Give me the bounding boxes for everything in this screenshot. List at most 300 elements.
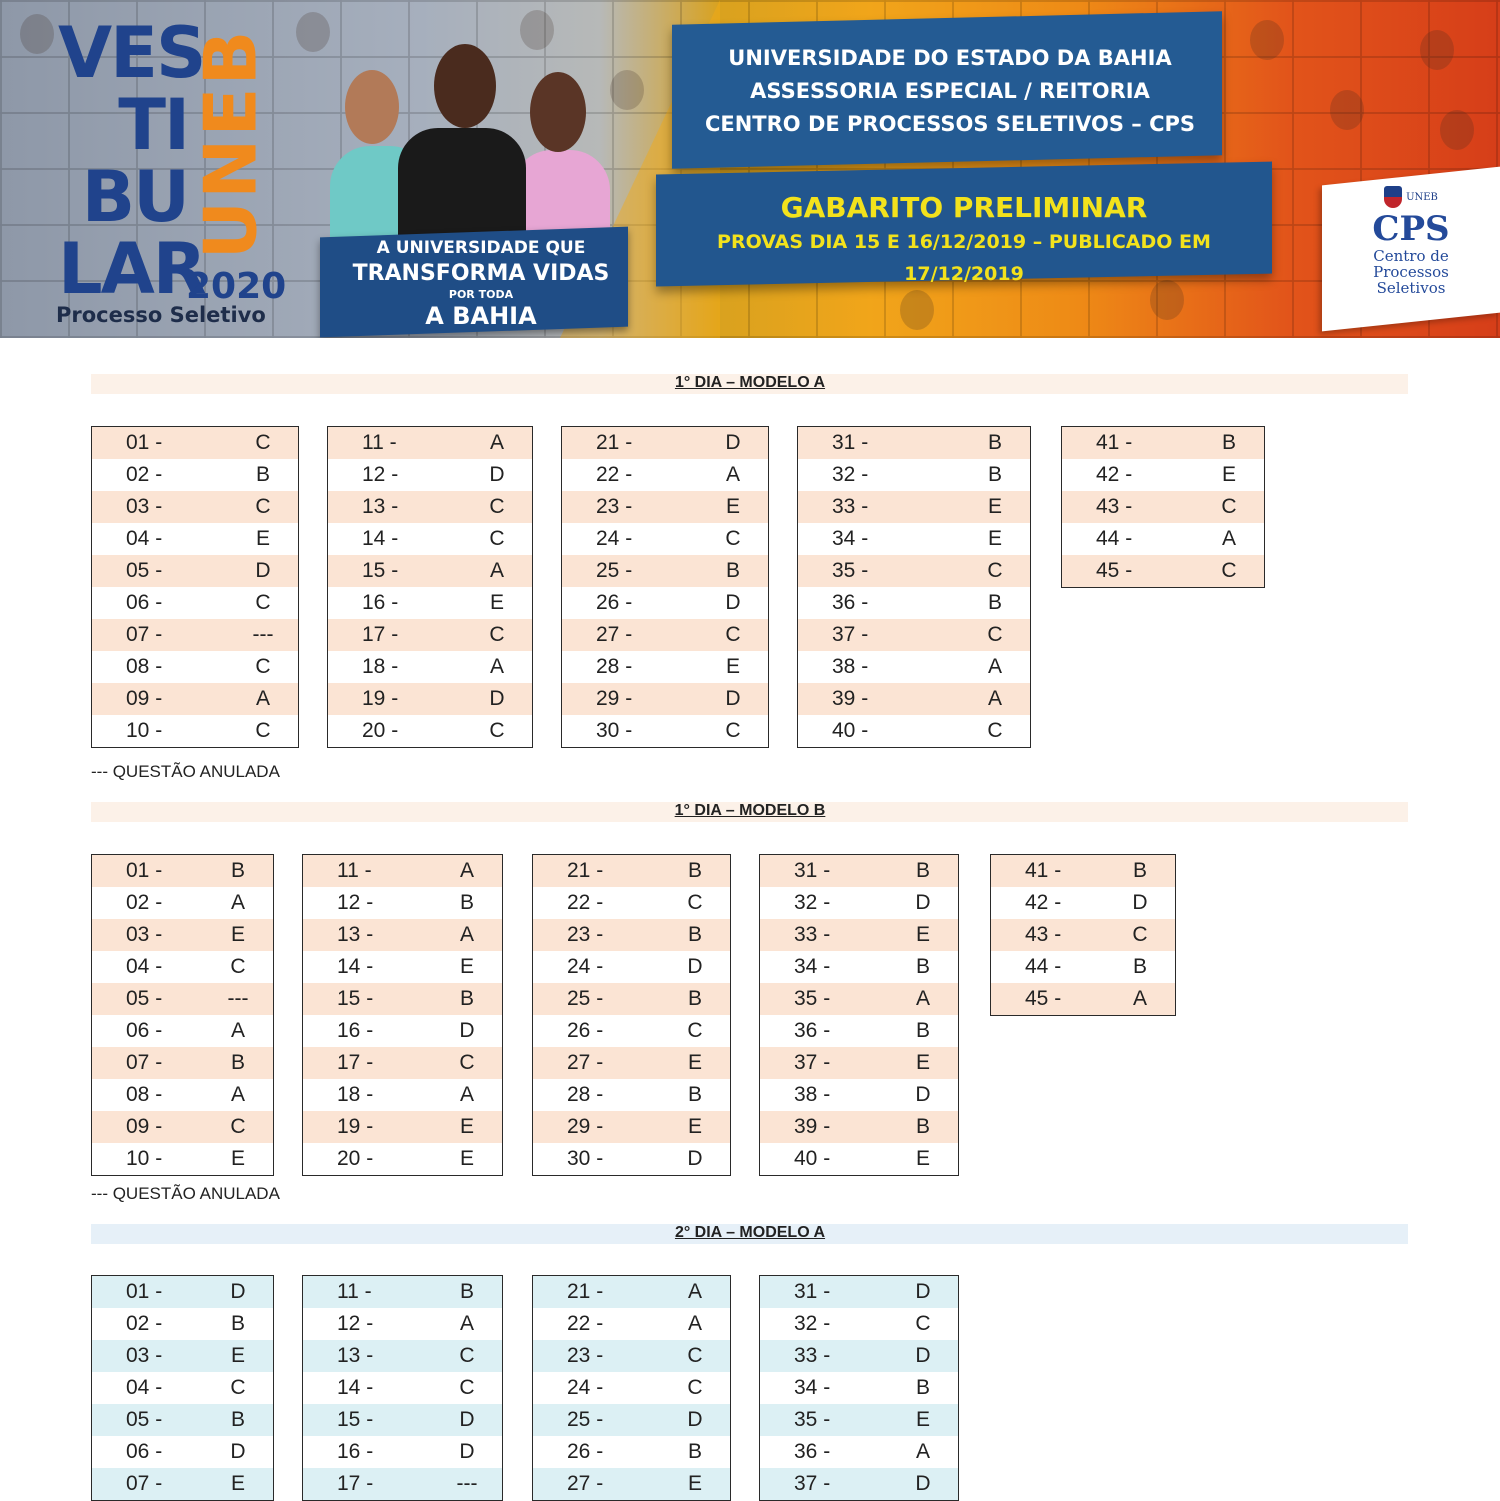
question-number: 02 - bbox=[126, 463, 163, 486]
answer-letter: C bbox=[1132, 923, 1148, 946]
question-number: 14 - bbox=[337, 955, 374, 978]
answer-row bbox=[562, 523, 768, 555]
answer-letter: C bbox=[230, 955, 246, 978]
answer-row bbox=[1062, 491, 1264, 523]
answer-row bbox=[303, 1111, 502, 1143]
question-number: 08 - bbox=[126, 655, 163, 678]
question-number: 42 - bbox=[1096, 463, 1133, 486]
question-number: 45 - bbox=[1096, 559, 1133, 582]
question-number: 28 - bbox=[596, 655, 633, 678]
answer-row bbox=[92, 523, 298, 555]
answer-letter: C bbox=[987, 623, 1003, 646]
answer-letter: D bbox=[915, 891, 931, 914]
cps-logo bbox=[1330, 186, 1492, 296]
header-banner bbox=[0, 0, 1500, 338]
answer-letter: C bbox=[459, 1344, 475, 1367]
question-number: 43 - bbox=[1096, 495, 1133, 518]
answer-letter: C bbox=[230, 1115, 246, 1138]
answer-letter: A bbox=[489, 655, 504, 678]
answer-table bbox=[561, 426, 769, 748]
answer-row bbox=[533, 1372, 730, 1404]
question-number: 32 - bbox=[794, 1312, 831, 1335]
answer-letter: E bbox=[459, 1147, 474, 1170]
answer-letter: D bbox=[725, 687, 741, 710]
question-number: 25 - bbox=[567, 1408, 604, 1431]
answer-row bbox=[92, 887, 273, 919]
question-number: 44 - bbox=[1096, 527, 1133, 550]
institution-line-1: UNIVERSIDADE DO ESTADO DA BAHIA bbox=[728, 46, 1172, 70]
answer-row bbox=[562, 587, 768, 619]
cps-line-3: Seletivos bbox=[1376, 279, 1446, 297]
answer-row bbox=[533, 919, 730, 951]
answer-letter: C bbox=[1221, 495, 1237, 518]
answer-letter: D bbox=[489, 463, 505, 486]
answer-letter: C bbox=[459, 1051, 475, 1074]
answer-letter: C bbox=[489, 527, 505, 550]
answer-letter: B bbox=[230, 1408, 245, 1431]
question-number: 07 - bbox=[126, 1051, 163, 1074]
answer-row bbox=[92, 1404, 273, 1436]
answer-letter: A bbox=[489, 559, 504, 582]
answer-letter: C bbox=[725, 623, 741, 646]
answer-row bbox=[533, 1404, 730, 1436]
answer-letter: B bbox=[987, 591, 1002, 614]
question-number: 11 - bbox=[337, 859, 372, 882]
answer-row bbox=[92, 1372, 273, 1404]
answer-table bbox=[91, 426, 299, 748]
answer-row bbox=[991, 919, 1175, 951]
answer-row bbox=[798, 715, 1030, 747]
answer-row bbox=[760, 951, 958, 983]
cps-line-1: Centro de bbox=[1373, 247, 1449, 265]
question-number: 03 - bbox=[126, 923, 163, 946]
question-number: 31 - bbox=[794, 859, 831, 882]
question-number: 05 - bbox=[126, 1408, 163, 1431]
answer-letter: D bbox=[459, 1408, 475, 1431]
answer-row bbox=[92, 983, 273, 1015]
question-number: 22 - bbox=[596, 463, 633, 486]
question-number: 35 - bbox=[794, 987, 831, 1010]
answer-letter: C bbox=[987, 559, 1003, 582]
uneb-small-logo-text: UNEB bbox=[1406, 191, 1438, 203]
question-number: 18 - bbox=[362, 655, 399, 678]
answer-letter: A bbox=[459, 1312, 474, 1335]
answer-table bbox=[327, 426, 533, 748]
answer-row bbox=[562, 491, 768, 523]
question-number: 27 - bbox=[567, 1051, 604, 1074]
question-number: 33 - bbox=[832, 495, 869, 518]
question-number: 38 - bbox=[794, 1083, 831, 1106]
answer-letter: E bbox=[915, 923, 930, 946]
answer-letter: E bbox=[489, 591, 504, 614]
question-number: 37 - bbox=[794, 1472, 831, 1495]
question-number: 34 - bbox=[832, 527, 869, 550]
answer-row bbox=[533, 1079, 730, 1111]
answer-letter: C bbox=[255, 431, 271, 454]
answer-row bbox=[760, 919, 958, 951]
institution-text bbox=[680, 42, 1220, 141]
answer-row bbox=[328, 619, 532, 651]
answer-letter: E bbox=[1221, 463, 1236, 486]
question-number: 26 - bbox=[567, 1019, 604, 1042]
answer-row bbox=[92, 555, 298, 587]
question-number: 04 - bbox=[126, 955, 163, 978]
answer-letter: B bbox=[987, 463, 1002, 486]
answer-row bbox=[92, 1276, 273, 1308]
answer-letter: A bbox=[987, 655, 1002, 678]
answer-row bbox=[303, 1340, 502, 1372]
answer-row bbox=[760, 1047, 958, 1079]
answer-row bbox=[798, 683, 1030, 715]
answer-row bbox=[760, 855, 958, 887]
question-number: 36 - bbox=[794, 1440, 831, 1463]
answer-letter: D bbox=[915, 1083, 931, 1106]
answer-letter: D bbox=[1132, 891, 1148, 914]
answer-row bbox=[1062, 427, 1264, 459]
question-number: 18 - bbox=[337, 1083, 374, 1106]
question-number: 06 - bbox=[126, 1019, 163, 1042]
question-number: 01 - bbox=[126, 431, 163, 454]
answer-letter: B bbox=[687, 1440, 702, 1463]
section-title: 1° DIA – MODELO B bbox=[674, 802, 826, 819]
answer-table bbox=[532, 1275, 731, 1501]
answer-row bbox=[562, 555, 768, 587]
question-number: 11 - bbox=[337, 1280, 372, 1303]
answer-letter: B bbox=[1221, 431, 1236, 454]
answer-letter: E bbox=[915, 1051, 930, 1074]
answer-row bbox=[303, 855, 502, 887]
answer-letter: D bbox=[687, 1147, 703, 1170]
question-number: 37 - bbox=[794, 1051, 831, 1074]
answer-letter: A bbox=[1132, 987, 1147, 1010]
answer-letter: A bbox=[687, 1312, 702, 1335]
answer-letter: A bbox=[687, 1280, 702, 1303]
answer-row bbox=[92, 715, 298, 747]
question-number: 22 - bbox=[567, 1312, 604, 1335]
answer-letter: C bbox=[915, 1312, 931, 1335]
answer-letter: C bbox=[255, 495, 271, 518]
answer-letter: D bbox=[915, 1280, 931, 1303]
question-number: 24 - bbox=[567, 955, 604, 978]
answer-letter: E bbox=[987, 495, 1002, 518]
question-number: 33 - bbox=[794, 1344, 831, 1367]
answer-letter: A bbox=[987, 687, 1002, 710]
vest-line-2: TI bbox=[118, 84, 188, 166]
answer-row bbox=[798, 651, 1030, 683]
question-number: 38 - bbox=[832, 655, 869, 678]
answer-table bbox=[1061, 426, 1265, 588]
answer-letter: --- bbox=[456, 1472, 478, 1495]
answer-row bbox=[533, 1340, 730, 1372]
question-number: 11 - bbox=[362, 431, 397, 454]
answer-letter: C bbox=[725, 527, 741, 550]
answer-row bbox=[562, 459, 768, 491]
answer-letter: E bbox=[915, 1408, 930, 1431]
answer-row bbox=[303, 1308, 502, 1340]
answer-letter: C bbox=[1221, 559, 1237, 582]
answer-row bbox=[303, 1143, 502, 1175]
question-number: 21 - bbox=[596, 431, 633, 454]
answer-letter: D bbox=[489, 687, 505, 710]
answer-letter: B bbox=[687, 923, 702, 946]
answer-row bbox=[92, 1079, 273, 1111]
answer-row bbox=[92, 427, 298, 459]
question-number: 08 - bbox=[126, 1083, 163, 1106]
question-number: 34 - bbox=[794, 955, 831, 978]
question-number: 07 - bbox=[126, 1472, 163, 1495]
question-number: 32 - bbox=[832, 463, 869, 486]
answer-row bbox=[328, 587, 532, 619]
answer-row bbox=[303, 1079, 502, 1111]
question-number: 17 - bbox=[337, 1472, 374, 1495]
question-number: 02 - bbox=[126, 891, 163, 914]
answer-letter: E bbox=[230, 1147, 245, 1170]
answer-row bbox=[798, 619, 1030, 651]
section-title: 1° DIA – MODELO A bbox=[674, 374, 826, 391]
question-number: 33 - bbox=[794, 923, 831, 946]
answer-row bbox=[760, 1143, 958, 1175]
answer-letter: E bbox=[687, 1115, 702, 1138]
uneb-emblem-icon bbox=[1384, 186, 1402, 208]
question-number: 30 - bbox=[596, 719, 633, 742]
answer-row bbox=[92, 619, 298, 651]
answer-letter: A bbox=[255, 687, 270, 710]
question-number: 31 - bbox=[832, 431, 869, 454]
answer-letter: D bbox=[915, 1344, 931, 1367]
answer-row bbox=[562, 619, 768, 651]
answer-letter: D bbox=[230, 1280, 246, 1303]
answer-letter: E bbox=[915, 1147, 930, 1170]
question-number: 41 - bbox=[1096, 431, 1133, 454]
answer-letter: A bbox=[915, 987, 930, 1010]
answer-letter: E bbox=[725, 495, 740, 518]
answer-letter: B bbox=[1132, 859, 1147, 882]
answer-letter: B bbox=[915, 1115, 930, 1138]
annulled-question-note: --- QUESTÃO ANULADA bbox=[91, 762, 280, 781]
answer-letter: C bbox=[489, 623, 505, 646]
question-number: 17 - bbox=[362, 623, 399, 646]
question-number: 27 - bbox=[596, 623, 633, 646]
answer-letter: C bbox=[987, 719, 1003, 742]
answer-row bbox=[303, 1047, 502, 1079]
answer-row bbox=[92, 1015, 273, 1047]
question-number: 31 - bbox=[794, 1280, 831, 1303]
answer-row bbox=[533, 1276, 730, 1308]
question-number: 39 - bbox=[794, 1115, 831, 1138]
answer-letter: D bbox=[255, 559, 271, 582]
question-number: 40 - bbox=[832, 719, 869, 742]
answer-letter: E bbox=[725, 655, 740, 678]
answer-letter: A bbox=[725, 463, 740, 486]
question-number: 12 - bbox=[362, 463, 399, 486]
answer-row bbox=[92, 1468, 273, 1500]
answer-letter: A bbox=[230, 1083, 245, 1106]
answer-letter: C bbox=[687, 1019, 703, 1042]
answer-row bbox=[991, 951, 1175, 983]
answer-letter: B bbox=[915, 955, 930, 978]
answer-row bbox=[328, 491, 532, 523]
answer-letter: B bbox=[915, 859, 930, 882]
question-number: 13 - bbox=[337, 1344, 374, 1367]
answer-letter: C bbox=[687, 1344, 703, 1367]
question-number: 13 - bbox=[362, 495, 399, 518]
answer-row bbox=[798, 459, 1030, 491]
question-number: 27 - bbox=[567, 1472, 604, 1495]
answer-row bbox=[760, 1111, 958, 1143]
answer-letter: D bbox=[725, 591, 741, 614]
answer-row bbox=[533, 1436, 730, 1468]
answer-row bbox=[328, 683, 532, 715]
answer-row bbox=[303, 1372, 502, 1404]
answer-row bbox=[1062, 459, 1264, 491]
answer-row bbox=[760, 1079, 958, 1111]
question-number: 39 - bbox=[832, 687, 869, 710]
answer-letter: B bbox=[459, 891, 474, 914]
answer-letter: B bbox=[1132, 955, 1147, 978]
question-number: 23 - bbox=[567, 1344, 604, 1367]
answer-row bbox=[798, 555, 1030, 587]
question-number: 36 - bbox=[832, 591, 869, 614]
question-number: 13 - bbox=[337, 923, 374, 946]
answer-letter: B bbox=[230, 1312, 245, 1335]
answer-letter: E bbox=[255, 527, 270, 550]
answer-letter: B bbox=[459, 1280, 474, 1303]
question-number: 24 - bbox=[596, 527, 633, 550]
question-number: 21 - bbox=[567, 1280, 604, 1303]
question-number: 07 - bbox=[126, 623, 163, 646]
question-number: 01 - bbox=[126, 859, 163, 882]
answer-row bbox=[760, 887, 958, 919]
answer-letter: C bbox=[489, 719, 505, 742]
answer-letter: B bbox=[915, 1019, 930, 1042]
answer-letter: E bbox=[687, 1051, 702, 1074]
answer-letter: B bbox=[230, 859, 245, 882]
answer-row bbox=[760, 1372, 958, 1404]
question-number: 20 - bbox=[362, 719, 399, 742]
answer-row bbox=[533, 951, 730, 983]
answer-row bbox=[760, 1308, 958, 1340]
answer-letter: C bbox=[725, 719, 741, 742]
answer-row bbox=[760, 1015, 958, 1047]
answer-row bbox=[1062, 555, 1264, 587]
answer-row bbox=[798, 523, 1030, 555]
answer-row bbox=[533, 1111, 730, 1143]
answer-row bbox=[92, 459, 298, 491]
question-number: 15 - bbox=[362, 559, 399, 582]
question-number: 03 - bbox=[126, 1344, 163, 1367]
answer-letter: D bbox=[915, 1472, 931, 1495]
answer-letter: C bbox=[255, 655, 271, 678]
answer-letter: A bbox=[459, 923, 474, 946]
answer-table bbox=[759, 854, 959, 1176]
question-number: 43 - bbox=[1025, 923, 1062, 946]
answer-letter: E bbox=[230, 1344, 245, 1367]
answer-row bbox=[328, 523, 532, 555]
answer-row bbox=[328, 715, 532, 747]
answer-row bbox=[562, 715, 768, 747]
answer-letter: C bbox=[230, 1376, 246, 1399]
gabarito-text bbox=[656, 190, 1272, 290]
institution-line-3: CENTRO DE PROCESSOS SELETIVOS – CPS bbox=[704, 112, 1196, 136]
question-number: 35 - bbox=[832, 559, 869, 582]
answer-row bbox=[533, 1308, 730, 1340]
answer-row bbox=[92, 1143, 273, 1175]
question-number: 14 - bbox=[362, 527, 399, 550]
question-number: 09 - bbox=[126, 687, 163, 710]
answer-row bbox=[92, 855, 273, 887]
question-number: 05 - bbox=[126, 559, 163, 582]
answer-letter: C bbox=[255, 719, 271, 742]
answer-letter: A bbox=[1221, 527, 1236, 550]
answer-letter: D bbox=[725, 431, 741, 454]
answer-row bbox=[92, 491, 298, 523]
cps-acronym: CPS bbox=[1372, 209, 1450, 249]
answer-letter: D bbox=[459, 1019, 475, 1042]
institution-line-2: ASSESSORIA ESPECIAL / REITORIA bbox=[750, 79, 1150, 103]
answer-row bbox=[760, 1340, 958, 1372]
answer-row bbox=[328, 459, 532, 491]
question-number: 23 - bbox=[596, 495, 633, 518]
answer-table bbox=[532, 854, 731, 1176]
question-number: 06 - bbox=[126, 1440, 163, 1463]
slogan-text: A UNIVERSIDADE QUE TRANSFORMA VIDAS POR TODA A BAHIA bbox=[352, 238, 610, 330]
answer-letter: A bbox=[915, 1440, 930, 1463]
answer-row bbox=[562, 427, 768, 459]
question-number: 23 - bbox=[567, 923, 604, 946]
question-number: 20 - bbox=[337, 1147, 374, 1170]
question-number: 40 - bbox=[794, 1147, 831, 1170]
annulled-question-note: --- QUESTÃO ANULADA bbox=[91, 1184, 280, 1203]
answer-letter: --- bbox=[227, 987, 249, 1010]
answer-letter: B bbox=[987, 431, 1002, 454]
question-number: 01 - bbox=[126, 1280, 163, 1303]
answer-row bbox=[92, 651, 298, 683]
question-number: 25 - bbox=[596, 559, 633, 582]
answer-row bbox=[303, 1276, 502, 1308]
question-number: 25 - bbox=[567, 987, 604, 1010]
answer-letter: C bbox=[255, 591, 271, 614]
answer-row bbox=[303, 1404, 502, 1436]
answer-table bbox=[91, 854, 274, 1176]
answer-letter: B bbox=[687, 987, 702, 1010]
answer-letter: A bbox=[489, 431, 504, 454]
uneb-vertical-logo: UNEB bbox=[188, 28, 273, 260]
answer-letter: C bbox=[687, 891, 703, 914]
answer-row bbox=[303, 951, 502, 983]
answer-row bbox=[303, 1468, 502, 1500]
answer-letter: B bbox=[459, 987, 474, 1010]
vest-line-1: VES bbox=[58, 12, 205, 94]
answer-row bbox=[798, 491, 1030, 523]
question-number: 16 - bbox=[337, 1440, 374, 1463]
question-number: 12 - bbox=[337, 891, 374, 914]
question-number: 16 - bbox=[362, 591, 399, 614]
answer-row bbox=[328, 555, 532, 587]
answer-row bbox=[533, 1468, 730, 1500]
answer-row bbox=[303, 1436, 502, 1468]
question-number: 19 - bbox=[337, 1115, 374, 1138]
question-number: 22 - bbox=[567, 891, 604, 914]
gabarito-subtitle: PROVAS DIA 15 E 16/12/2019 – PUBLICADO EM 17/12/2019 bbox=[717, 231, 1211, 285]
question-number: 36 - bbox=[794, 1019, 831, 1042]
answer-letter: A bbox=[230, 891, 245, 914]
answer-row bbox=[92, 919, 273, 951]
gabarito-title: GABARITO PRELIMINAR bbox=[780, 191, 1148, 224]
question-number: 06 - bbox=[126, 591, 163, 614]
question-number: 16 - bbox=[337, 1019, 374, 1042]
answer-row bbox=[760, 1436, 958, 1468]
question-number: 26 - bbox=[596, 591, 633, 614]
